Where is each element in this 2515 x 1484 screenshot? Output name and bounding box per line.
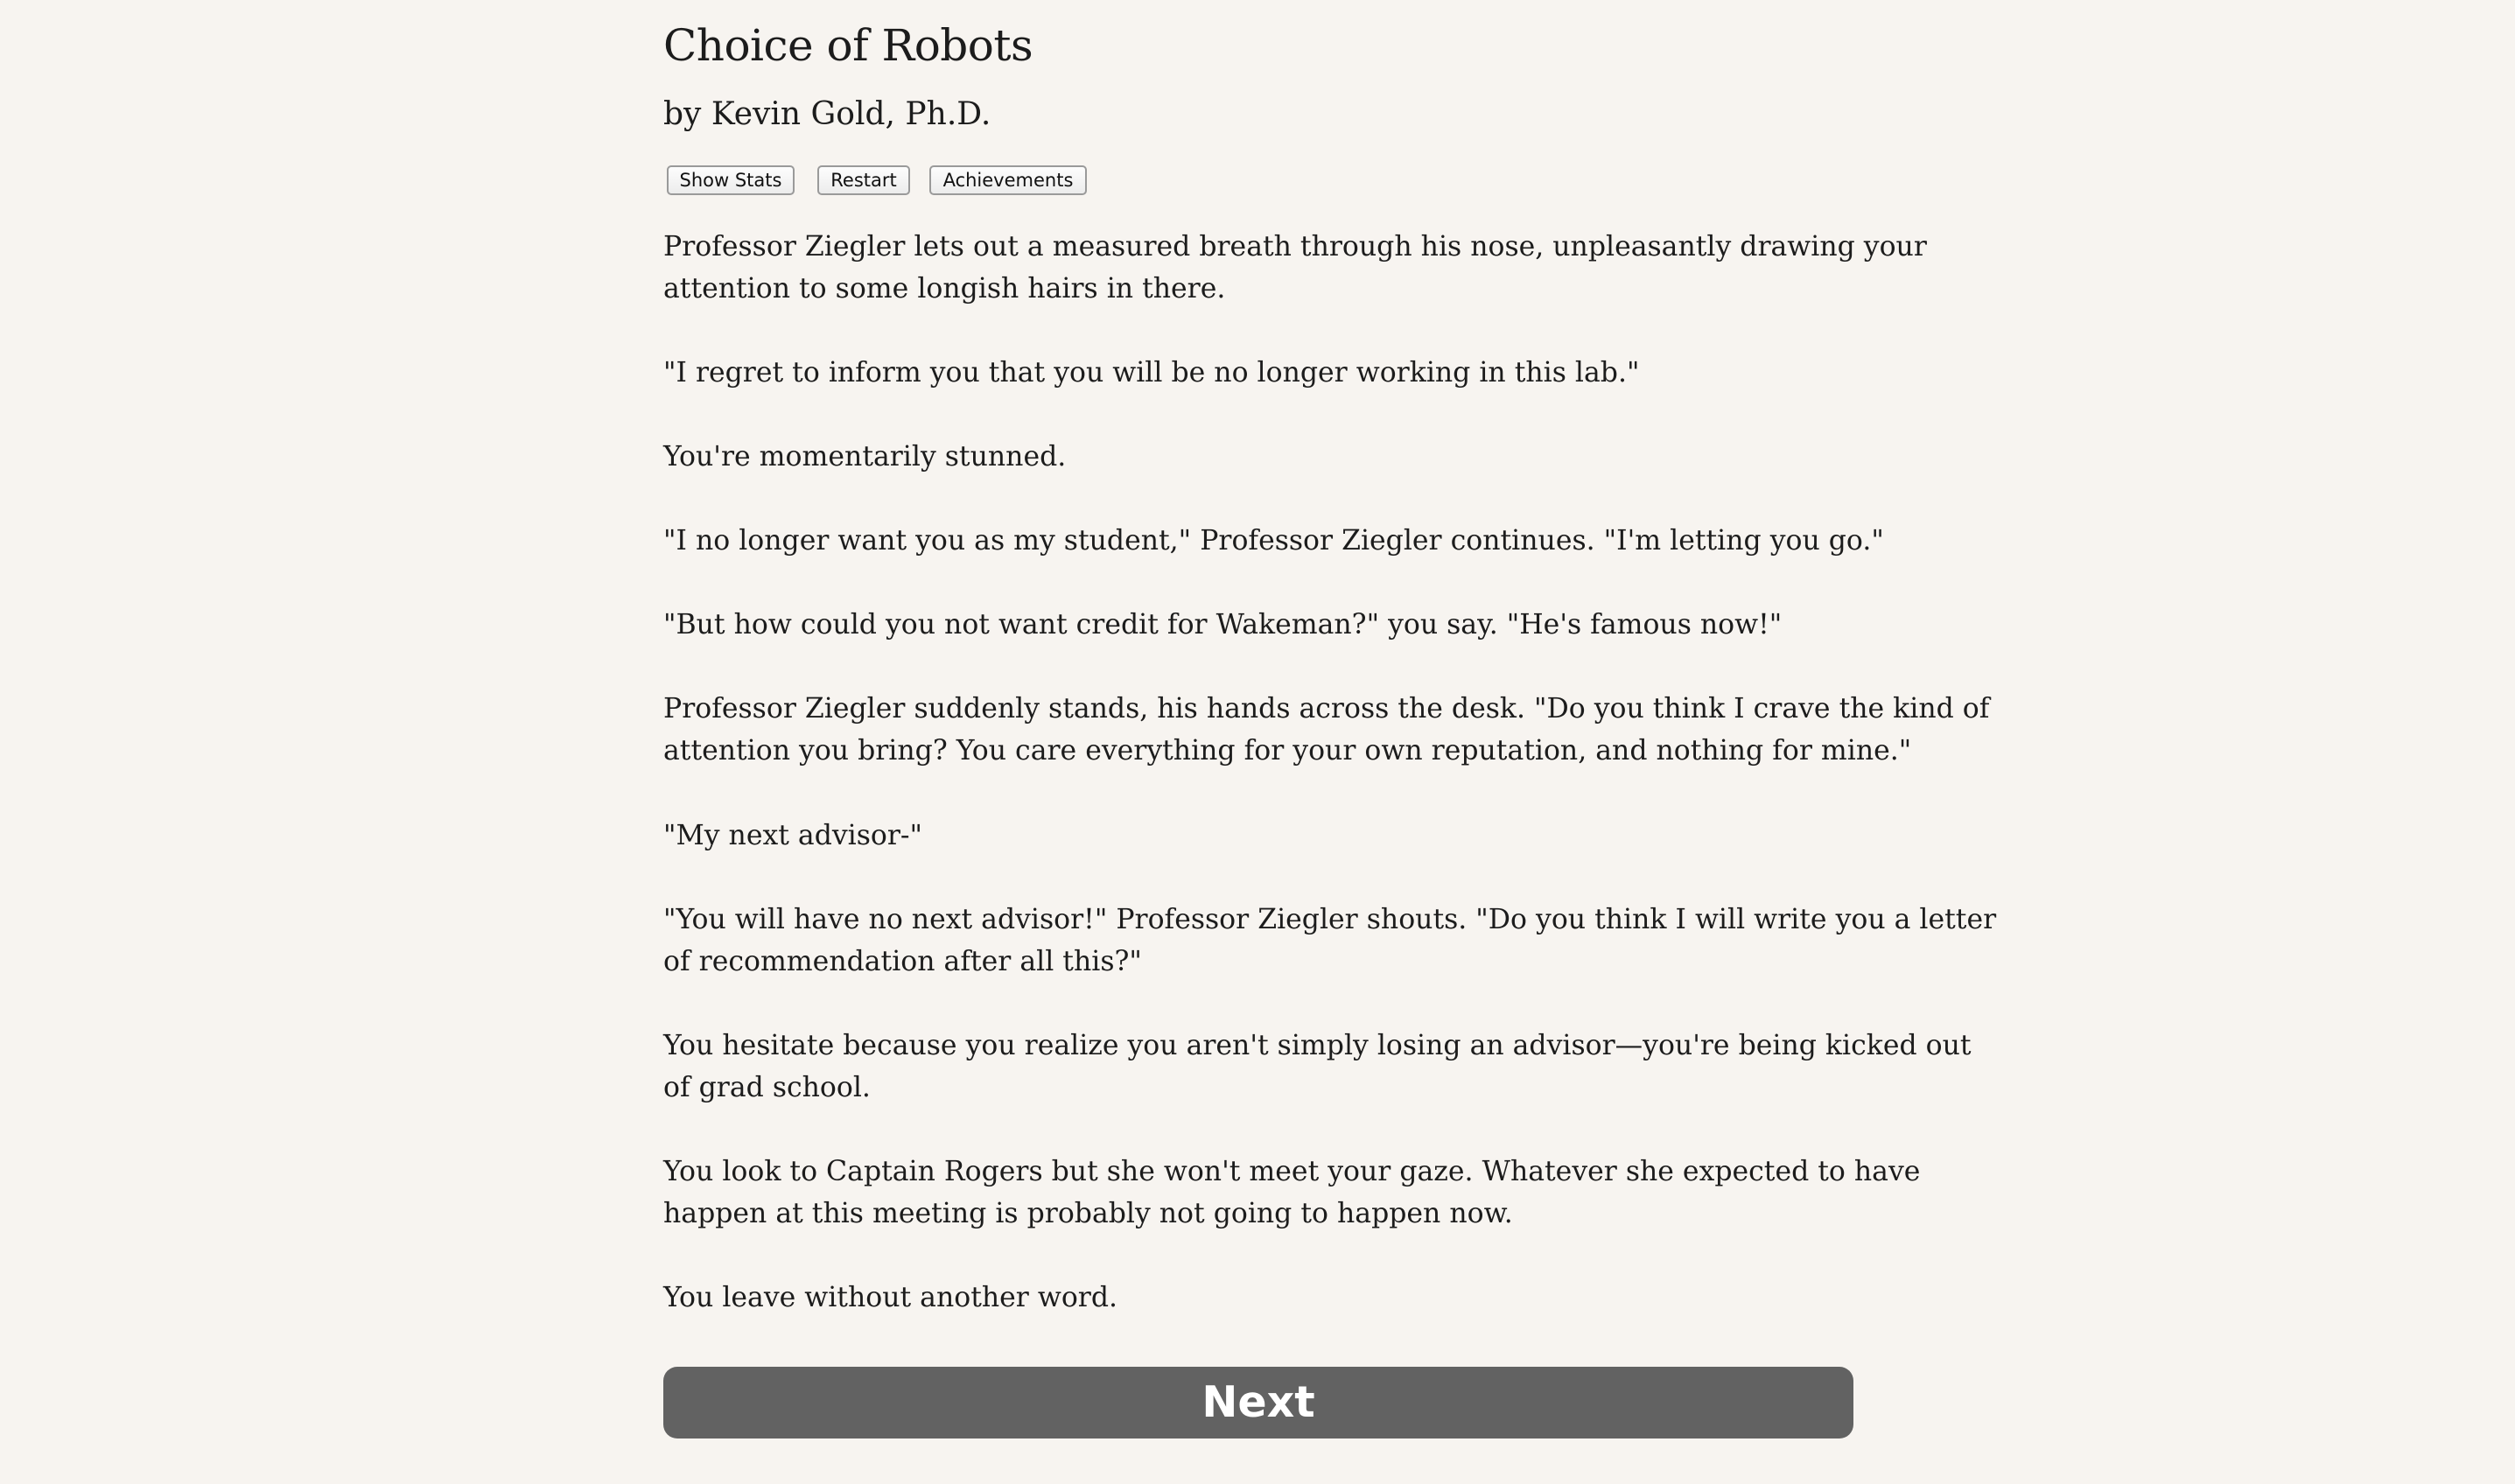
- story-paragraph: [663, 815, 1867, 857]
- story-line: "I no longer want you as my student," Professor Ziegler continues. "I'm letting you go.": [663, 525, 1884, 556]
- story-line: You're momentarily stunned.: [663, 441, 1067, 472]
- story-line: You look to Captain Rogers but she won't meet your gaze. Whatever she expected to have: [663, 1156, 1921, 1187]
- story-line: "But how could you not want credit for Wakeman?" you say. "He's famous now!": [663, 609, 1783, 640]
- story-paragraph: [663, 352, 1867, 394]
- story-line: "You will have no next advisor!" Professor Ziegler shouts. "Do you think I will write you a letter: [663, 904, 1997, 935]
- game-title: Choice of Robots: [663, 20, 1033, 71]
- story-line: attention to some longish hairs in there.: [663, 273, 1226, 304]
- next-button[interactable]: Next: [663, 1367, 1853, 1438]
- story-paragraph: [663, 688, 1990, 772]
- story-paragraph: [663, 1277, 1867, 1319]
- story-line: Professor Ziegler lets out a measured breath through his nose, unpleasantly drawing your: [663, 231, 1927, 262]
- story-paragraph: [663, 604, 1867, 646]
- story-paragraph: [663, 1151, 1921, 1235]
- story-paragraph: [663, 520, 1884, 562]
- game-author: by Kevin Gold, Ph.D.: [663, 96, 991, 132]
- restart-button[interactable]: Restart: [817, 165, 910, 195]
- story-line: "I regret to inform you that you will be no longer working in this lab.": [663, 357, 1640, 388]
- story-paragraph: [663, 899, 1997, 983]
- story-paragraph: [663, 226, 1927, 310]
- show-stats-button[interactable]: Show Stats: [667, 165, 795, 195]
- story-paragraph: [663, 436, 1867, 478]
- story-line: You leave without another word.: [663, 1282, 1118, 1313]
- story-line: "My next advisor-": [663, 820, 923, 851]
- achievements-button[interactable]: Achievements: [929, 165, 1087, 195]
- story-paragraph: [663, 1025, 1972, 1109]
- story-line: attention you bring? You care everything for your own reputation, and nothing for mine.": [663, 735, 1912, 766]
- story-line: happen at this meeting is probably not going to happen now.: [663, 1198, 1513, 1229]
- story-line: Professor Ziegler suddenly stands, his hands across the desk. "Do you think I crave the kind of: [663, 693, 1990, 724]
- story-line: of grad school.: [663, 1072, 871, 1103]
- story-line: You hesitate because you realize you aren't simply losing an advisor—you're being kicked out: [663, 1030, 1972, 1061]
- story-line: of recommendation after all this?": [663, 946, 1142, 977]
